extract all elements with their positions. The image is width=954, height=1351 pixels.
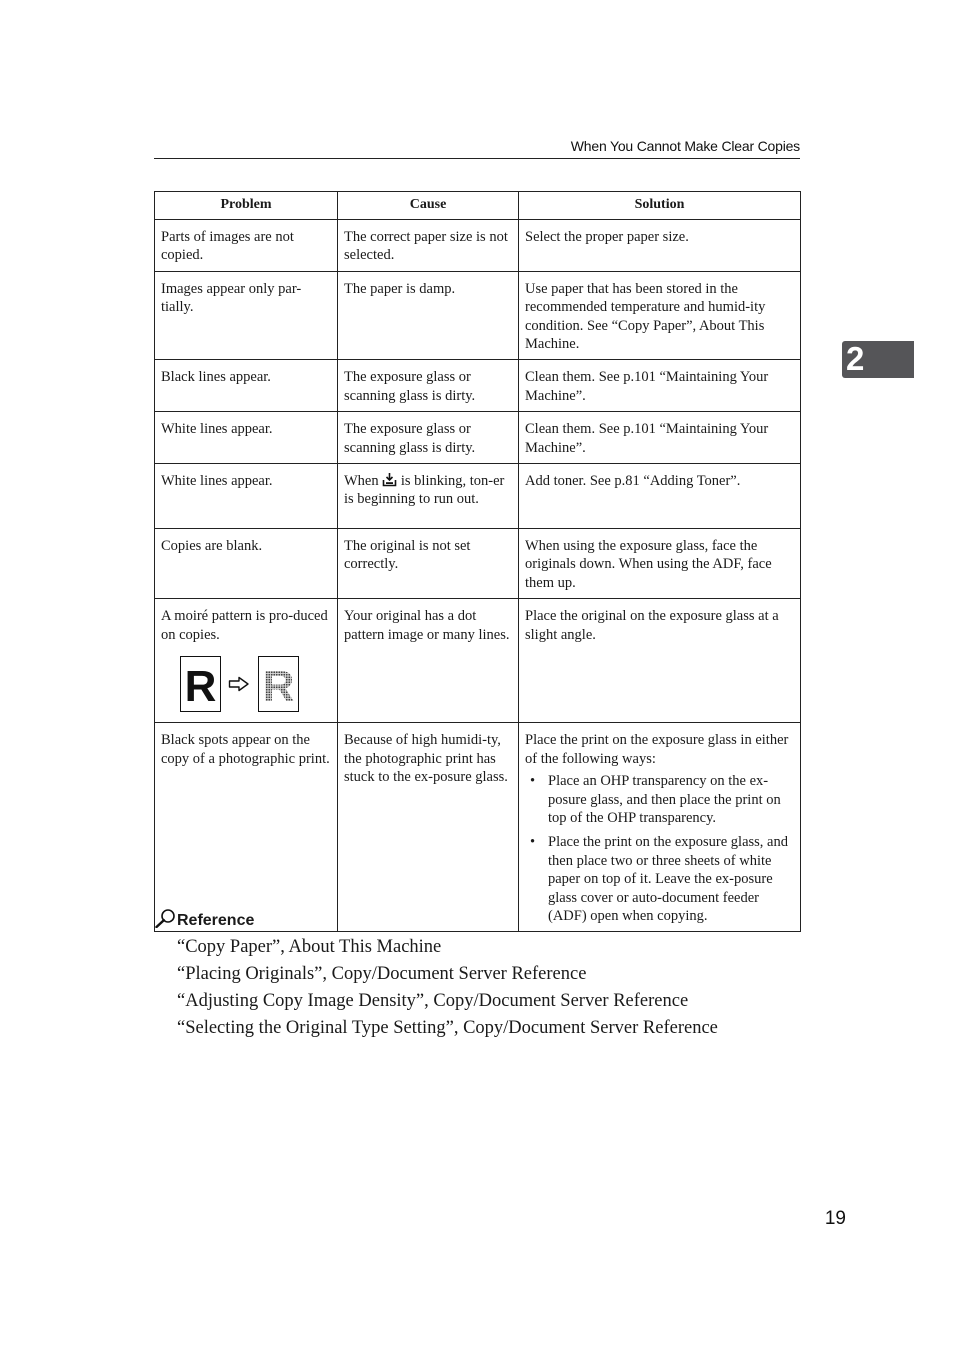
problem-cell: Black spots appear on the copy of a photographic print. [155,723,338,932]
reference-item: “Selecting the Original Type Setting”, Copy/Document Server Reference [177,1018,718,1038]
header-solution: Solution [519,192,801,220]
reference-item: “Adjusting Copy Image Density”, Copy/Document Server Reference [177,991,689,1011]
solution-cell: Select the proper paper size. [519,220,801,272]
solution-cell: Clean them. See p.101 “Maintaining Your Machine”. [519,360,801,412]
troubleshooting-table [154,191,801,932]
bullet-text: Place the print on the exposure glass, and then place two or three sheets of white paper on top of it. Leave the ex-posure glass cover or auto-document feeder (ADF) open when copying. [548,834,788,924]
solution-cell: Clean them. See p.101 “Maintaining Your Machine”. [519,412,801,464]
arrow-right-icon [228,676,250,692]
solution-cell: Add toner. See p.81 “Adding Toner”. [519,464,801,529]
cause-cell: The exposure glass or scanning glass is dirty. [338,412,519,464]
cause-cell: The paper is damp. [338,271,519,360]
figure-letter: R [184,662,217,712]
problem-cell: Black lines appear. [155,360,338,412]
header-problem: Problem [155,192,338,220]
list-item [525,772,794,827]
table-row [155,723,801,932]
table-row [155,412,801,464]
bullet-text: Place an OHP transparency on the ex-posure glass, and then place the print on top of the OHP transparency. [548,773,781,826]
bullet-marker: • [530,773,536,790]
cause-cell: Because of high humidi-ty, the photographic print has stuck to the ex-posure glass. [338,723,519,932]
problem-cell: Parts of images are not copied. [155,220,338,272]
table-row [155,464,801,529]
cause-cell [338,464,519,529]
solution-cell [519,723,801,932]
cause-cell: The exposure glass or scanning glass is dirty. [338,360,519,412]
table-row [155,529,801,599]
running-header: When You Cannot Make Clear Copies [570,138,800,154]
cause-cell: Your original has a dot pattern image or many lines. [338,599,519,723]
problem-cell: White lines appear. [155,412,338,464]
solution-bullet-list [525,772,794,925]
page-number: 19 [824,1208,846,1229]
toner-icon [382,472,397,487]
problem-cell: Copies are blank. [155,529,338,599]
reference-title: Reference [177,912,255,929]
bullet-marker: • [530,834,536,851]
header-cause: Cause [338,192,519,220]
solution-cell: When using the exposure glass, face the originals down. When using the ADF, face them up. [519,529,801,599]
reference-list [177,936,718,1044]
table-header-row [155,192,801,220]
solution-cell: Place the original on the exposure glass at a slight angle. [519,599,801,723]
cause-text-before: When [344,473,379,490]
cause-cell: The correct paper size is not selected. [338,220,519,272]
original-letter-image [180,656,221,712]
table-row [155,271,801,360]
reference-item: “Copy Paper”, About This Machine [177,937,442,957]
header-rule [154,158,800,159]
problem-cell: White lines appear. [155,464,338,529]
table-row [155,220,801,272]
solution-cell: Use paper that has been stored in the recommended temperature and humid-ity condition. See “Copy Paper”, About This Machine. [519,271,801,360]
magnifier-icon [154,908,176,928]
solution-intro: Place the print on the exposure glass in either of the following ways: [525,732,789,767]
cause-text-after: is blinking, ton-er is beginning to run out. [344,473,505,508]
table-row [155,360,801,412]
moire-letter-image [258,656,299,712]
problem-cell [155,599,338,723]
problem-cell: Images appear only par-tially. [155,271,338,360]
chapter-number: 2 [846,340,865,377]
table-row [155,599,801,723]
cause-cell: The original is not set correctly. [338,529,519,599]
chapter-tab [842,341,914,378]
reference-heading [154,906,254,930]
figure-letter-moire: R [262,662,295,712]
moire-figure [180,656,331,712]
reference-item: “Placing Originals”, Copy/Document Server Reference [177,964,587,984]
problem-text: A moiré pattern is pro-duced on copies. [161,608,328,643]
list-item [525,833,794,925]
